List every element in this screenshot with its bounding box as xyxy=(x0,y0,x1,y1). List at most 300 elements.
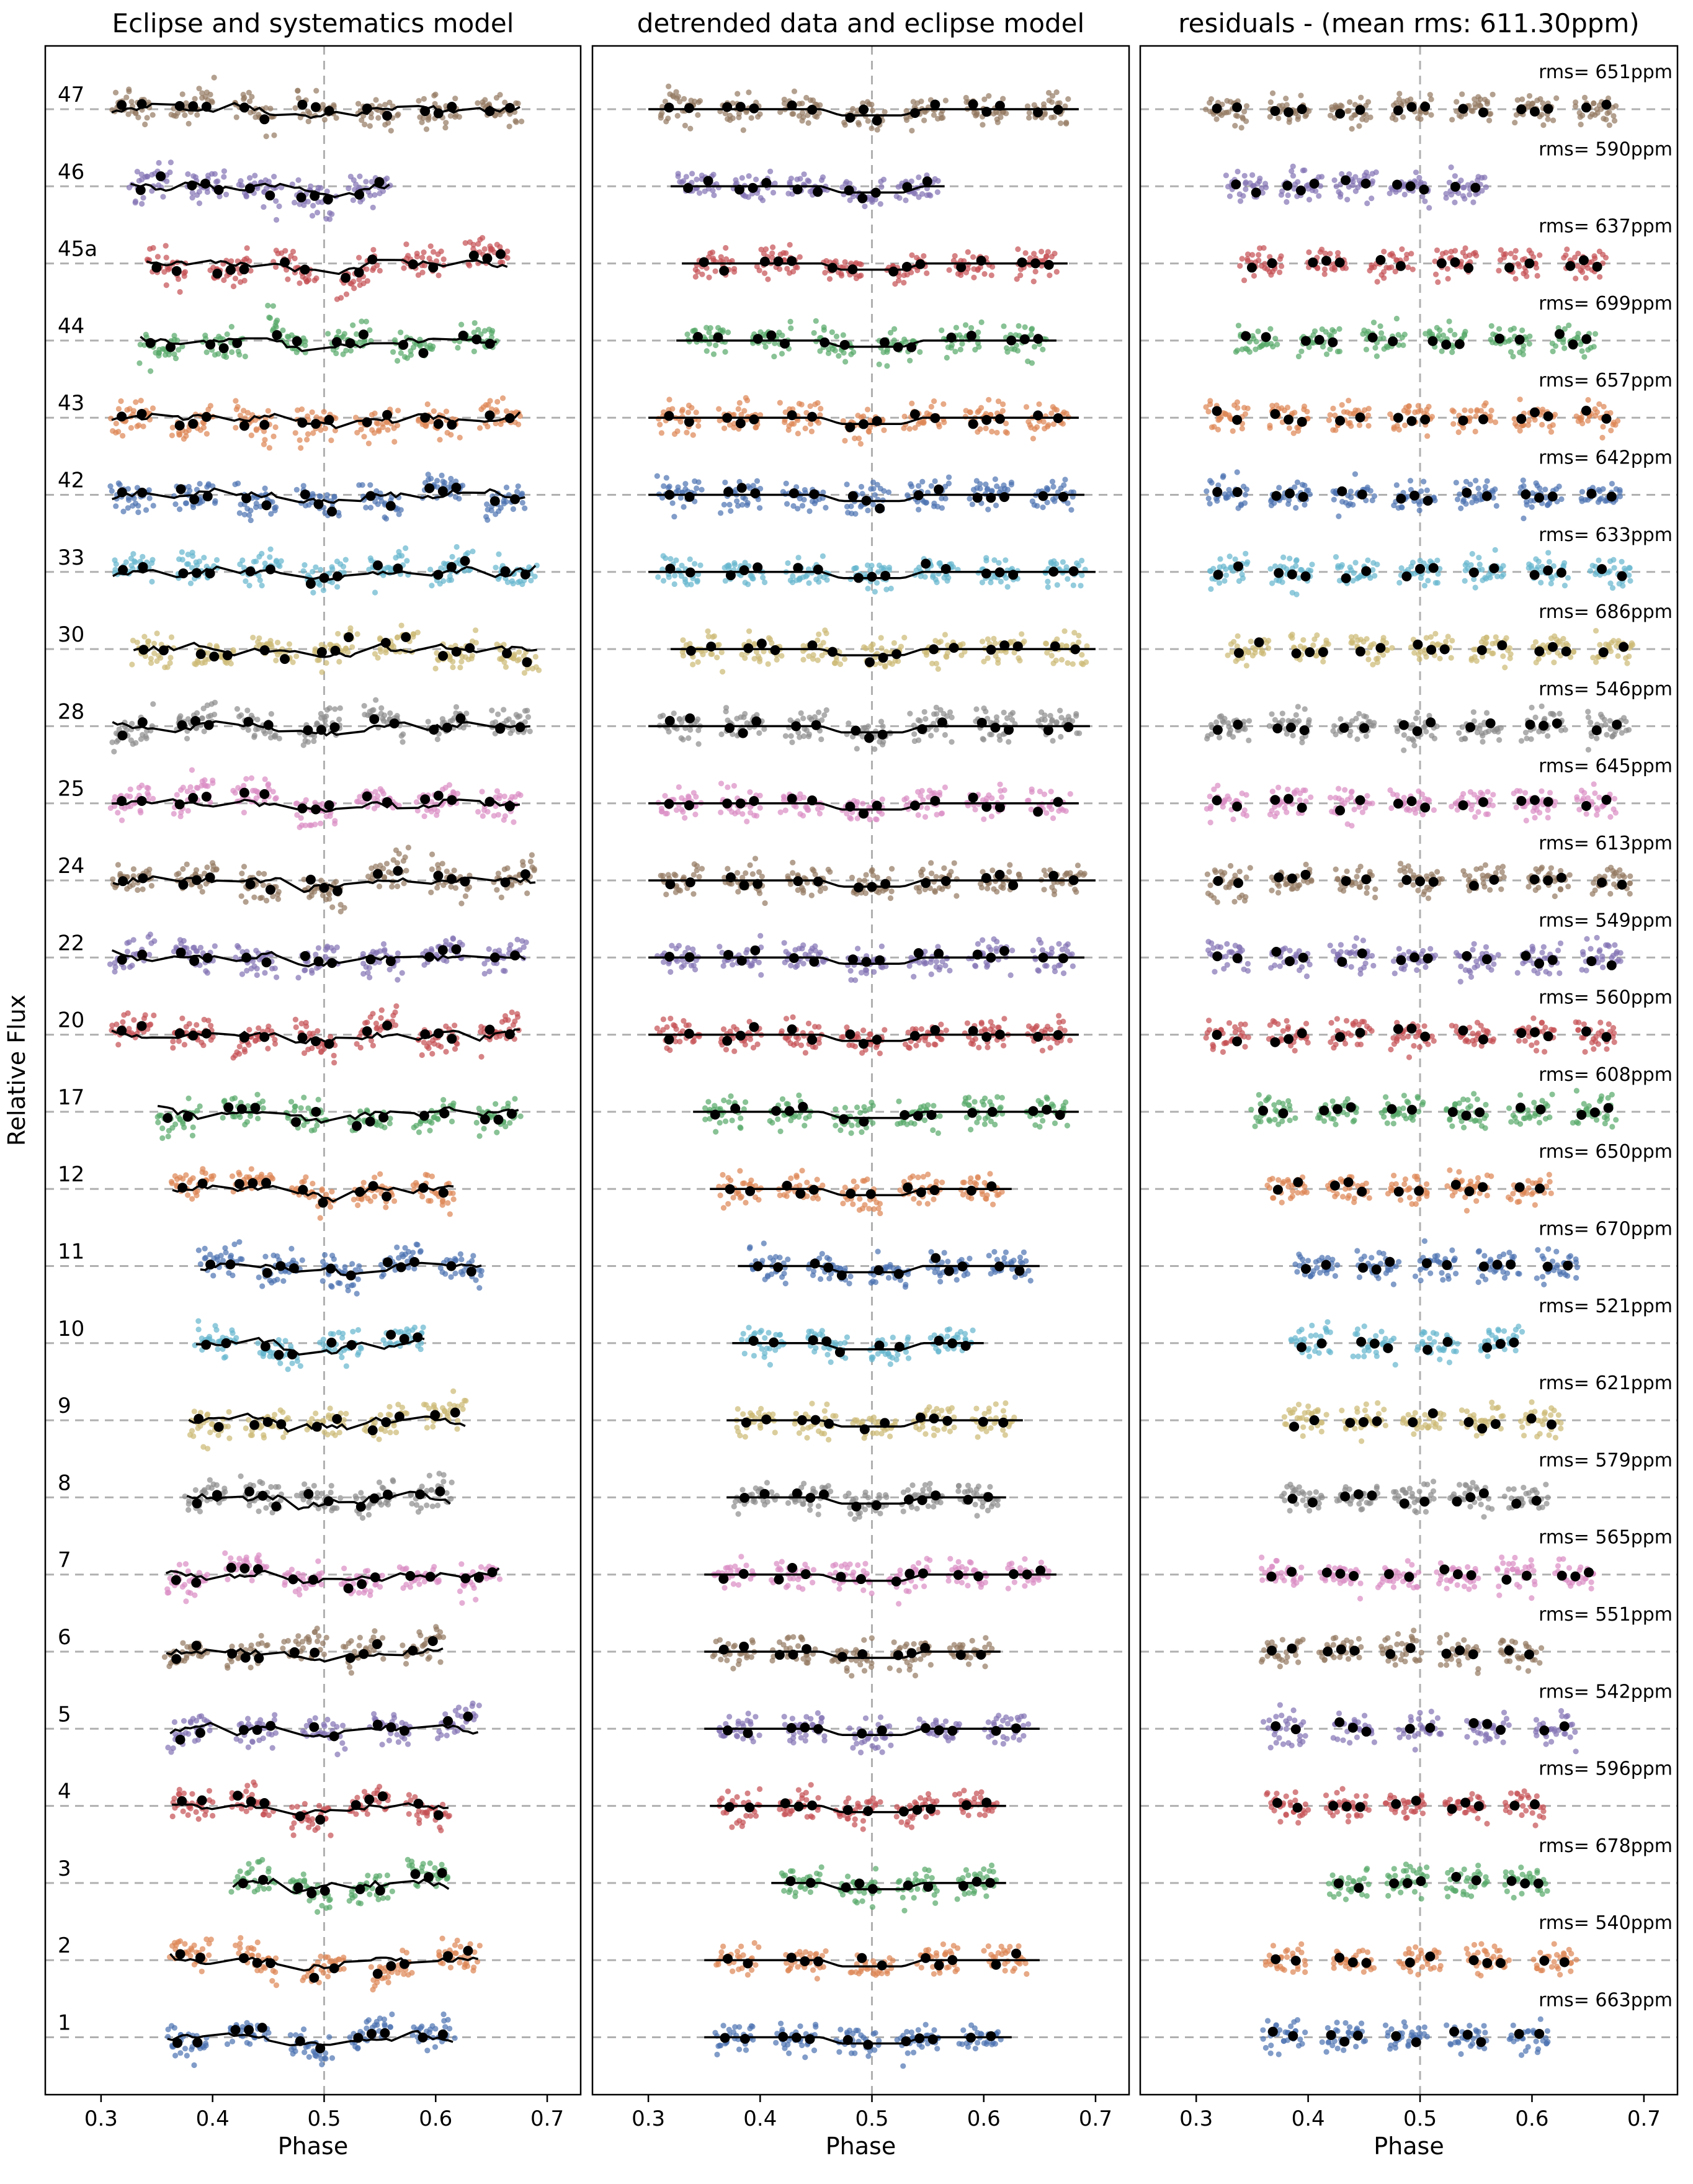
data-point xyxy=(329,1284,335,1289)
data-point xyxy=(267,554,272,560)
data-point xyxy=(190,1433,196,1439)
data-point xyxy=(225,1663,230,1668)
data-point xyxy=(317,582,323,588)
binned-point xyxy=(434,1810,444,1820)
data-point xyxy=(452,96,458,101)
binned-point xyxy=(297,192,306,202)
data-point xyxy=(336,659,342,665)
data-point xyxy=(524,708,530,714)
data-point xyxy=(367,965,372,970)
data-point xyxy=(302,1877,307,1883)
data-point xyxy=(261,871,267,877)
binned-point xyxy=(469,251,479,261)
binned-point xyxy=(447,795,457,805)
data-point xyxy=(299,406,305,412)
data-point xyxy=(173,356,179,361)
data-point xyxy=(309,968,315,973)
data-point xyxy=(166,1134,171,1139)
binned-point xyxy=(171,1575,181,1585)
binned-point xyxy=(419,1111,429,1121)
binned-point xyxy=(359,329,369,339)
data-point xyxy=(377,1584,383,1590)
data-point xyxy=(234,1049,239,1055)
data-point xyxy=(395,977,400,983)
binned-point xyxy=(197,1796,207,1806)
data-point xyxy=(454,1426,460,1431)
data-point xyxy=(354,1495,359,1501)
binned-point xyxy=(485,1025,494,1035)
data-point xyxy=(331,1053,337,1058)
data-point xyxy=(388,128,394,133)
binned-point xyxy=(262,1268,272,1278)
data-point xyxy=(372,589,378,595)
data-point xyxy=(301,2026,306,2032)
data-point xyxy=(150,796,156,802)
data-point xyxy=(241,864,247,869)
data-point xyxy=(372,1194,377,1199)
data-point xyxy=(395,423,400,428)
data-point xyxy=(328,1204,333,1210)
binned-point xyxy=(297,1032,307,1042)
data-point xyxy=(315,1825,321,1830)
visit-label: 33 xyxy=(58,545,85,570)
data-point xyxy=(503,813,508,819)
data-point xyxy=(367,1892,372,1897)
data-point xyxy=(121,965,127,970)
binned-point xyxy=(138,717,148,727)
data-point xyxy=(264,898,269,903)
data-point xyxy=(393,1023,398,1028)
data-point xyxy=(456,496,462,501)
data-point xyxy=(457,435,463,441)
data-point xyxy=(477,425,483,431)
binned-point xyxy=(324,1497,334,1506)
binned-point xyxy=(223,1103,233,1112)
data-point xyxy=(319,2062,324,2067)
data-point xyxy=(391,1198,397,1204)
data-point xyxy=(331,494,337,499)
data-point xyxy=(277,1361,283,1366)
data-point xyxy=(295,1804,300,1809)
binned-point xyxy=(266,1721,275,1731)
binned-point xyxy=(195,1953,205,1962)
data-point xyxy=(379,1742,385,1747)
data-point xyxy=(140,887,146,892)
visit-label: 17 xyxy=(58,1085,85,1110)
data-point xyxy=(261,1886,267,1892)
data-point xyxy=(267,445,272,450)
data-point xyxy=(183,1561,189,1567)
data-point xyxy=(116,406,122,411)
binned-point xyxy=(259,789,269,799)
data-point xyxy=(262,776,268,782)
data-point xyxy=(197,481,202,486)
data-point xyxy=(252,1783,257,1788)
data-point xyxy=(355,1276,361,1282)
data-point xyxy=(339,1354,344,1360)
data-point xyxy=(442,125,448,130)
data-point xyxy=(129,661,135,667)
data-point xyxy=(470,548,475,554)
visit-label: 3 xyxy=(58,1856,71,1881)
data-point xyxy=(177,1562,182,1567)
binned-point xyxy=(362,104,372,114)
data-point xyxy=(395,957,400,963)
data-point xyxy=(435,1503,440,1508)
data-point xyxy=(440,1199,445,1204)
data-point xyxy=(316,1633,321,1639)
data-point xyxy=(421,96,427,102)
data-point xyxy=(190,553,195,559)
binned-point xyxy=(405,1571,415,1581)
data-point xyxy=(327,217,333,222)
data-point xyxy=(365,278,370,284)
data-point xyxy=(502,968,507,973)
data-point xyxy=(257,1559,262,1564)
visit-row-6 xyxy=(45,1624,581,1675)
data-point xyxy=(292,200,297,205)
data-point xyxy=(164,255,169,261)
data-point xyxy=(445,1814,451,1819)
binned-point xyxy=(433,870,443,880)
binned-point xyxy=(309,1973,319,1983)
binned-point xyxy=(505,802,515,812)
data-point xyxy=(229,324,235,329)
data-point xyxy=(197,1103,203,1109)
binned-point xyxy=(362,418,372,427)
data-point xyxy=(400,970,405,975)
data-point xyxy=(172,2052,178,2058)
data-point xyxy=(185,1812,191,1818)
data-point xyxy=(514,119,519,125)
data-point xyxy=(380,1573,385,1578)
binned-point xyxy=(369,1493,379,1503)
visit-label: 9 xyxy=(58,1394,71,1419)
data-point xyxy=(427,566,433,572)
visit-label: 24 xyxy=(58,854,85,879)
binned-point xyxy=(424,952,434,962)
data-point xyxy=(493,565,498,570)
binned-point xyxy=(188,101,198,111)
data-point xyxy=(130,551,136,557)
data-point xyxy=(277,563,282,569)
data-point xyxy=(232,1095,238,1101)
binned-point xyxy=(137,99,147,109)
data-point xyxy=(146,952,152,957)
data-point xyxy=(463,893,468,899)
binned-point xyxy=(318,1197,328,1207)
data-point xyxy=(496,870,501,876)
data-point xyxy=(301,568,306,574)
data-point xyxy=(356,1643,362,1649)
data-point xyxy=(331,1060,337,1065)
systematics-model-line xyxy=(146,260,507,274)
data-point xyxy=(447,782,452,788)
data-point xyxy=(514,1011,520,1017)
data-point xyxy=(248,517,254,523)
binned-point xyxy=(324,106,334,116)
data-point xyxy=(129,963,135,969)
binned-point xyxy=(117,487,127,497)
data-point xyxy=(450,936,456,941)
data-point xyxy=(391,439,397,444)
data-point xyxy=(163,243,169,248)
binned-point xyxy=(241,952,251,962)
data-point xyxy=(273,658,279,663)
data-point xyxy=(150,701,156,707)
binned-point xyxy=(177,720,187,730)
data-point xyxy=(200,1042,206,1048)
data-point xyxy=(344,292,349,297)
data-point xyxy=(374,1979,380,1985)
data-point xyxy=(164,665,170,670)
binned-point xyxy=(393,563,403,573)
data-point xyxy=(458,1944,463,1949)
data-point xyxy=(210,1173,216,1179)
data-point xyxy=(448,1965,453,1971)
data-point xyxy=(238,1868,243,1874)
data-point xyxy=(185,1193,190,1198)
data-point xyxy=(203,2043,208,2048)
data-point xyxy=(509,1009,515,1015)
data-point xyxy=(473,1597,478,1603)
data-point xyxy=(414,1242,420,1248)
visit-row-33 xyxy=(45,544,581,596)
binned-point xyxy=(408,1645,418,1655)
data-point xyxy=(262,1254,268,1260)
data-point xyxy=(436,1578,442,1584)
data-point xyxy=(230,1173,235,1179)
binned-point xyxy=(373,869,383,879)
data-point xyxy=(259,1480,265,1486)
binned-point xyxy=(438,486,448,496)
visit-row-28 xyxy=(45,697,581,754)
data-point xyxy=(117,482,123,488)
binned-point xyxy=(175,1028,185,1038)
data-point xyxy=(441,1472,447,1477)
data-point xyxy=(503,499,509,504)
binned-point xyxy=(460,877,470,887)
data-point xyxy=(321,1652,327,1657)
visit-label: 44 xyxy=(58,313,85,339)
binned-point xyxy=(190,716,200,726)
systematics-model-line xyxy=(140,337,496,351)
data-point xyxy=(453,885,458,891)
data-point xyxy=(315,1559,321,1564)
data-point xyxy=(159,1126,165,1131)
data-point xyxy=(237,510,243,516)
data-point xyxy=(429,1487,434,1493)
binned-point xyxy=(226,265,236,275)
data-point xyxy=(260,1098,266,1104)
data-point xyxy=(233,425,238,431)
data-point xyxy=(377,1784,382,1789)
data-point xyxy=(169,432,175,438)
data-point xyxy=(419,254,425,260)
binned-point xyxy=(458,331,468,341)
binned-point xyxy=(323,194,333,204)
data-point xyxy=(442,1271,448,1277)
data-point xyxy=(472,320,478,326)
data-point xyxy=(360,1515,365,1521)
data-point xyxy=(225,2041,230,2047)
binned-point xyxy=(501,877,511,887)
data-point xyxy=(370,247,376,253)
data-point xyxy=(207,92,213,97)
data-point xyxy=(355,101,361,107)
data-point xyxy=(228,1253,234,1258)
data-point xyxy=(378,705,384,711)
data-point xyxy=(128,787,133,792)
data-point xyxy=(303,1585,308,1591)
data-point xyxy=(504,408,509,414)
data-point xyxy=(343,557,349,563)
data-point xyxy=(205,970,210,975)
binned-point xyxy=(320,1886,330,1895)
data-point xyxy=(421,1325,426,1330)
binned-point xyxy=(381,638,391,648)
data-point xyxy=(168,159,174,165)
binned-point xyxy=(429,725,439,735)
data-point xyxy=(399,733,404,738)
data-point xyxy=(444,1732,450,1738)
data-point xyxy=(506,123,512,129)
data-point xyxy=(115,862,121,867)
data-point xyxy=(130,882,136,887)
visit-label: 45a xyxy=(58,236,98,262)
data-point xyxy=(149,579,154,584)
binned-point xyxy=(280,654,290,664)
data-point xyxy=(469,656,475,661)
data-point xyxy=(280,1645,285,1651)
data-point xyxy=(212,700,218,705)
data-point xyxy=(348,1638,354,1644)
data-point xyxy=(375,115,381,120)
data-point xyxy=(120,1019,125,1025)
data-point xyxy=(516,483,521,489)
binned-point xyxy=(460,556,470,566)
data-point xyxy=(263,1505,269,1511)
data-point xyxy=(214,557,220,563)
binned-point xyxy=(288,1574,298,1584)
data-point xyxy=(504,485,509,490)
data-point xyxy=(418,1249,423,1255)
data-point xyxy=(205,783,210,789)
binned-point xyxy=(138,874,148,884)
data-point xyxy=(249,1739,255,1744)
binned-point xyxy=(159,645,169,655)
data-point xyxy=(380,1656,386,1662)
data-point xyxy=(303,1024,309,1029)
data-point xyxy=(390,349,396,355)
binned-point xyxy=(262,500,272,510)
binned-point xyxy=(369,1181,378,1191)
data-point xyxy=(370,267,375,273)
visit-label: 42 xyxy=(58,468,85,493)
data-point xyxy=(276,889,282,895)
binned-point xyxy=(303,1489,313,1499)
binned-point xyxy=(501,566,511,576)
data-point xyxy=(456,1704,462,1710)
data-point xyxy=(360,951,366,957)
visit-row-2 xyxy=(45,1933,581,1992)
data-point xyxy=(385,1502,391,1507)
data-point xyxy=(126,89,132,94)
data-point xyxy=(356,1590,362,1596)
data-point xyxy=(368,1198,373,1204)
data-point xyxy=(415,630,421,635)
data-point xyxy=(183,1598,189,1604)
data-point xyxy=(489,328,495,334)
data-point xyxy=(255,1940,261,1945)
binned-point xyxy=(455,714,465,723)
data-point xyxy=(433,1624,439,1629)
data-point xyxy=(149,883,154,888)
data-point xyxy=(270,789,276,794)
data-point xyxy=(387,1121,393,1126)
data-point xyxy=(353,1811,359,1817)
binned-point xyxy=(316,725,326,735)
data-point xyxy=(207,1788,212,1794)
data-point xyxy=(358,1045,364,1050)
data-point xyxy=(184,861,190,867)
data-point xyxy=(354,1795,360,1801)
data-point xyxy=(377,1480,382,1485)
data-point xyxy=(502,794,507,799)
binned-point xyxy=(244,1487,254,1497)
data-point xyxy=(204,1572,210,1577)
data-point xyxy=(193,1487,199,1493)
data-point xyxy=(197,1508,203,1514)
data-point xyxy=(262,970,267,975)
binned-point xyxy=(324,800,334,810)
data-point xyxy=(252,172,257,178)
data-point xyxy=(275,640,280,645)
data-point xyxy=(273,424,279,430)
data-point xyxy=(202,1246,208,1251)
data-point xyxy=(264,1564,269,1570)
data-point xyxy=(319,1491,324,1497)
data-point xyxy=(179,1016,185,1021)
data-point xyxy=(313,1715,318,1721)
data-point xyxy=(135,115,141,120)
data-point xyxy=(195,1425,200,1431)
binned-point xyxy=(233,1791,243,1801)
data-point xyxy=(288,1099,294,1104)
visit-label: 47 xyxy=(58,83,85,107)
data-point xyxy=(199,1969,205,1974)
data-point xyxy=(370,1011,375,1016)
data-point xyxy=(368,555,373,561)
data-point xyxy=(471,349,477,354)
data-point xyxy=(385,120,391,125)
binned-point xyxy=(219,343,229,353)
data-point xyxy=(256,1274,262,1280)
data-point xyxy=(259,1283,265,1289)
data-point xyxy=(171,1796,177,1801)
data-point xyxy=(295,1358,300,1364)
data-point xyxy=(123,94,129,100)
data-point xyxy=(249,94,254,99)
data-point xyxy=(246,727,251,733)
binned-point xyxy=(471,334,481,344)
binned-point xyxy=(368,1425,378,1435)
data-point xyxy=(457,114,462,120)
data-point xyxy=(297,1587,302,1592)
data-point xyxy=(272,1712,277,1717)
binned-point xyxy=(447,420,457,430)
data-point xyxy=(202,777,207,783)
